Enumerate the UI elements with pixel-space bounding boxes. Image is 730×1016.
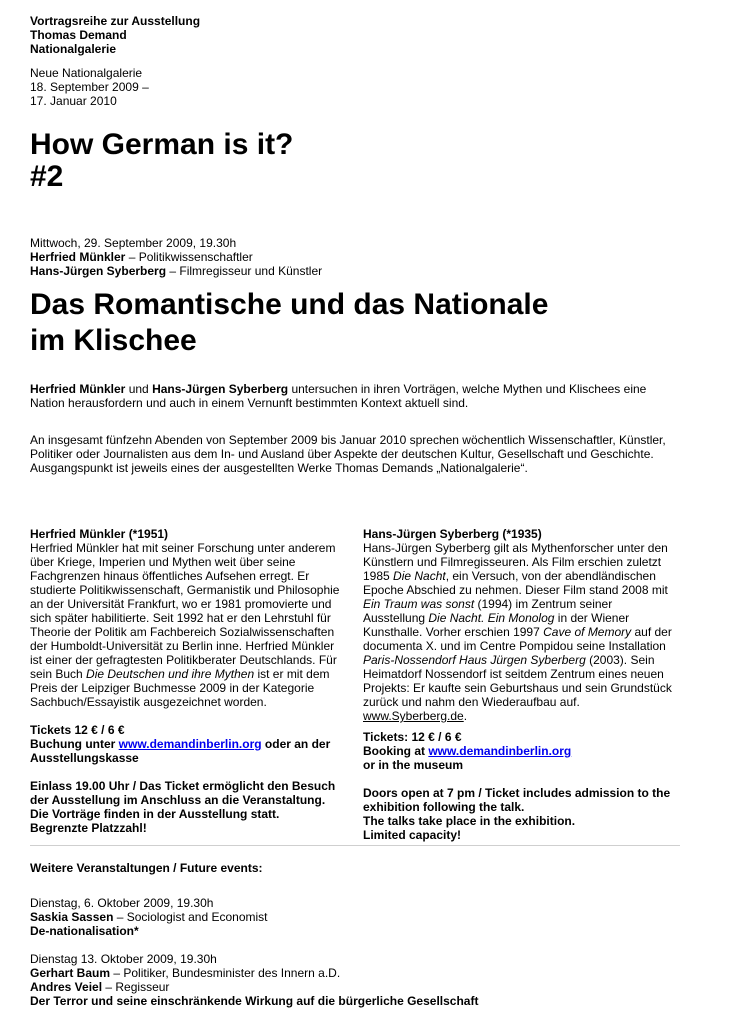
right-l5-b: (1994) im Zentrum seiner xyxy=(474,597,613,611)
left-info-line-3: Die Vorträge finden in der Ausstellung statt. xyxy=(30,807,280,821)
right-column xyxy=(363,527,673,842)
event-2-name-1: Gerhart Baum xyxy=(30,966,111,980)
event-1-speaker xyxy=(30,910,478,924)
event-2-role-1: – Politiker, Bundesminister des Innern a.D. xyxy=(110,966,341,980)
right-bio-line-7 xyxy=(363,625,673,639)
left-booking-a: Buchung unter xyxy=(30,737,119,751)
right-bio-line-5 xyxy=(363,597,673,611)
future-events xyxy=(30,861,478,1008)
event-1-title: De-nationalisation* xyxy=(30,924,139,938)
book-title: Die Deutschen und ihre Mythen xyxy=(86,667,255,681)
event-speaker-1 xyxy=(30,250,322,264)
left-bio-line-12: Sachbuch/Essayistik ausgezeichnet worden. xyxy=(30,695,267,709)
left-tickets: Tickets 12 € / 6 € xyxy=(30,723,125,737)
event-2-speaker-2 xyxy=(30,980,478,994)
intro-line-2: Nation herausfordern und auch in einem Vernunft bestimmten Kontext aktuell sind. xyxy=(30,396,469,410)
intro-name-2: Hans-Jürgen Syberberg xyxy=(152,382,289,396)
headline-line-1: Das Romantische und das Nationale xyxy=(30,288,549,321)
film-title-ein-traum: Ein Traum was sonst xyxy=(363,597,475,611)
speaker-1-role: – Politikwissenschaftler xyxy=(125,250,253,264)
exhibition-title-monolog: Die Nacht. Ein Monolog xyxy=(428,611,555,625)
right-booking-line-2: or in the museum xyxy=(363,758,464,772)
left-bio-line-6: sich später habilitierte. Seit 1992 hat er den Lehrstuhl für xyxy=(30,611,331,625)
left-info-line-4: Begrenzte Platzzahl! xyxy=(30,821,147,835)
left-heading: Herfried Münkler (*1951) xyxy=(30,527,169,541)
speaker-2-role: – Filmregisseur und Künstler xyxy=(166,264,323,278)
title-line-1: How German is it? xyxy=(30,128,294,161)
event-2-datetime: Dienstag 13. Oktober 2009, 19.30h xyxy=(30,952,217,966)
film-title-die-nacht: Die Nacht xyxy=(393,569,446,583)
right-bio-line-1: Hans-Jürgen Syberberg gilt als Mythenforscher unter den xyxy=(363,541,668,555)
left-info-line-1: Einlass 19.00 Uhr / Das Ticket ermöglicht den Besuch xyxy=(30,779,336,793)
right-booking-a: Booking at xyxy=(363,744,429,758)
speaker-2-name: Hans-Jürgen Syberberg xyxy=(30,264,167,278)
right-l13-dot: . xyxy=(463,709,468,723)
left-column xyxy=(30,527,340,835)
dates-line-1: 18. September 2009 – xyxy=(30,80,149,94)
event-2-role-2: – Regisseur xyxy=(102,980,170,994)
left-bio-line-10 xyxy=(30,667,340,681)
left-booking-b: oder an der xyxy=(261,737,331,751)
left-bio-line-2: über Kriege, Imperien und Mythen weit über seine xyxy=(30,555,296,569)
right-bio-line-12: zurück und nahm den Wiederaufbau auf. xyxy=(363,695,580,709)
left-bio-line-1: Herfried Münkler hat mit seiner Forschung unter anderem xyxy=(30,541,336,555)
right-bio-line-13 xyxy=(363,709,673,723)
right-booking xyxy=(363,744,673,758)
right-l9-b: (2003). Sein xyxy=(585,653,655,667)
right-booking-link[interactable]: www.demandinberlin.org xyxy=(428,744,572,758)
left-bio-line-10-b: ist er mit dem xyxy=(254,667,330,681)
title-line-2: #2 xyxy=(30,160,64,193)
about-line-1: An insgesamt fünfzehn Abenden von September 2009 bis Januar 2010 sprechen wöchentlich Wissenschaftler, Künstler, xyxy=(30,433,666,447)
right-info-line-2: exhibition following the talk. xyxy=(363,800,525,814)
right-heading: Hans-Jürgen Syberberg (*1935) xyxy=(363,527,542,541)
right-l3-a: 1985 xyxy=(363,569,394,583)
series-line-1: Vortragsreihe zur Ausstellung xyxy=(30,14,201,28)
venue: Neue Nationalgalerie xyxy=(30,66,143,80)
left-bio-line-11: Preis der Leipziger Buchmesse 2009 in der Kategorie xyxy=(30,681,315,695)
left-bio-line-5: an der Universität Frankfurt, wo er 1981 promovierte und xyxy=(30,597,332,611)
work-title-cave-of-memory: Cave of Memory xyxy=(543,625,632,639)
right-bio-line-10: Heimatdorf Nossendorf ist seitdem Zentrum eines neuen xyxy=(363,667,664,681)
about-line-2: Politiker oder Journalisten aus dem In- und Ausland über Aspekte der deutschen Kultur, Gesellschaft und Geschichte. xyxy=(30,447,654,461)
divider xyxy=(30,845,680,846)
event-info xyxy=(30,236,322,278)
right-l6-b: in der Wiener xyxy=(554,611,630,625)
right-l7-a: Kunsthalle. Vorher erschien 1997 xyxy=(363,625,544,639)
about-paragraph xyxy=(30,433,700,475)
event-speaker-2 xyxy=(30,264,322,278)
future-heading: Weitere Veranstaltungen / Future events: xyxy=(30,861,263,875)
right-info-line-3: The talks take place in the exhibition. xyxy=(363,814,576,828)
speaker-1-name: Herfried Münkler xyxy=(30,250,126,264)
left-booking xyxy=(30,737,340,751)
right-tickets: Tickets: 12 € / 6 € xyxy=(363,730,462,744)
intro-rest-line-1: untersuchen in ihren Vorträgen, welche Mythen und Klischees eine xyxy=(288,382,647,396)
right-bio-line-9 xyxy=(363,653,673,667)
event-datetime: Mittwoch, 29. September 2009, 19.30h xyxy=(30,236,237,250)
event-1-datetime: Dienstag, 6. Oktober 2009, 19.30h xyxy=(30,896,214,910)
right-bio-line-3 xyxy=(363,569,673,583)
event-1-name: Saskia Sassen xyxy=(30,910,114,924)
right-info-line-4: Limited capacity! xyxy=(363,828,462,842)
series-line-3: Nationalgalerie xyxy=(30,42,117,56)
event-2-speaker-1 xyxy=(30,966,478,980)
event-headline xyxy=(30,287,548,359)
left-bio-line-9: ist einer der gefragtesten Politikberater Deutschlands. Für xyxy=(30,653,337,667)
about-line-3: Ausgangspunkt ist jeweils eines der ausgestellten Werke Thomas Demands „Nationalgalerie“. xyxy=(30,461,528,475)
event-2-name-2: Andres Veiel xyxy=(30,980,103,994)
right-bio-line-2: Künstlern und Filmregisseuren. Als Film erschien zuletzt xyxy=(363,555,662,569)
dates-line-2: 17. Januar 2010 xyxy=(30,94,117,108)
right-bio-line-11: Projekts: Er kaufte sein Geburtshaus und sein Grundstück xyxy=(363,681,672,695)
headline-line-2: im Klischee xyxy=(30,324,197,357)
intro-paragraph xyxy=(30,382,700,410)
syberberg-link[interactable]: www.Syberberg.de xyxy=(363,709,464,723)
header xyxy=(30,14,200,108)
page-title xyxy=(30,129,293,193)
left-booking-link[interactable]: www.demandinberlin.org xyxy=(118,737,262,751)
installation-title: Paris-Nossendorf Haus Jürgen Syberberg xyxy=(363,653,586,667)
left-booking-line-2: Ausstellungskasse xyxy=(30,751,139,765)
event-2-title: Der Terror und seine einschränkende Wirkung auf die bürgerliche Gesellschaft xyxy=(30,994,479,1008)
right-info-line-1: Doors open at 7 pm / Ticket includes admission to the xyxy=(363,786,671,800)
left-bio-line-4: studierte Politikwissenschaft, Germanistik und Philosophie xyxy=(30,583,340,597)
left-bio-line-3: Fachgrenzen hinaus öffentliches Aufsehen erregt. Er xyxy=(30,569,310,583)
left-info-line-2: der Ausstellung im Anschluss an die Veranstaltung. xyxy=(30,793,326,807)
right-bio-line-6 xyxy=(363,611,673,625)
event-1-role: – Sociologist and Economist xyxy=(113,910,268,924)
intro-and: und xyxy=(125,382,153,396)
right-bio-line-8: documenta X. und im Centre Pompidou seine Installation xyxy=(363,639,666,653)
intro-name-1: Herfried Münkler xyxy=(30,382,126,396)
left-bio-line-10-a: sein Buch xyxy=(30,667,87,681)
series-line-2: Thomas Demand xyxy=(30,28,127,42)
right-l3-b: , ein Versuch, von der abendländischen xyxy=(445,569,656,583)
right-bio-line-4: Epoche Abschied zu nehmen. Dieser Film stand 2008 mit xyxy=(363,583,668,597)
right-l7-b: auf der xyxy=(631,625,672,639)
right-l6-a: Ausstellung xyxy=(363,611,429,625)
left-bio-line-7: Theorie der Politik am Fachbereich Sozialwissenschaften xyxy=(30,625,335,639)
left-bio-line-8: der Humboldt-Universität zu Berlin inne. Herfried Münkler xyxy=(30,639,335,653)
